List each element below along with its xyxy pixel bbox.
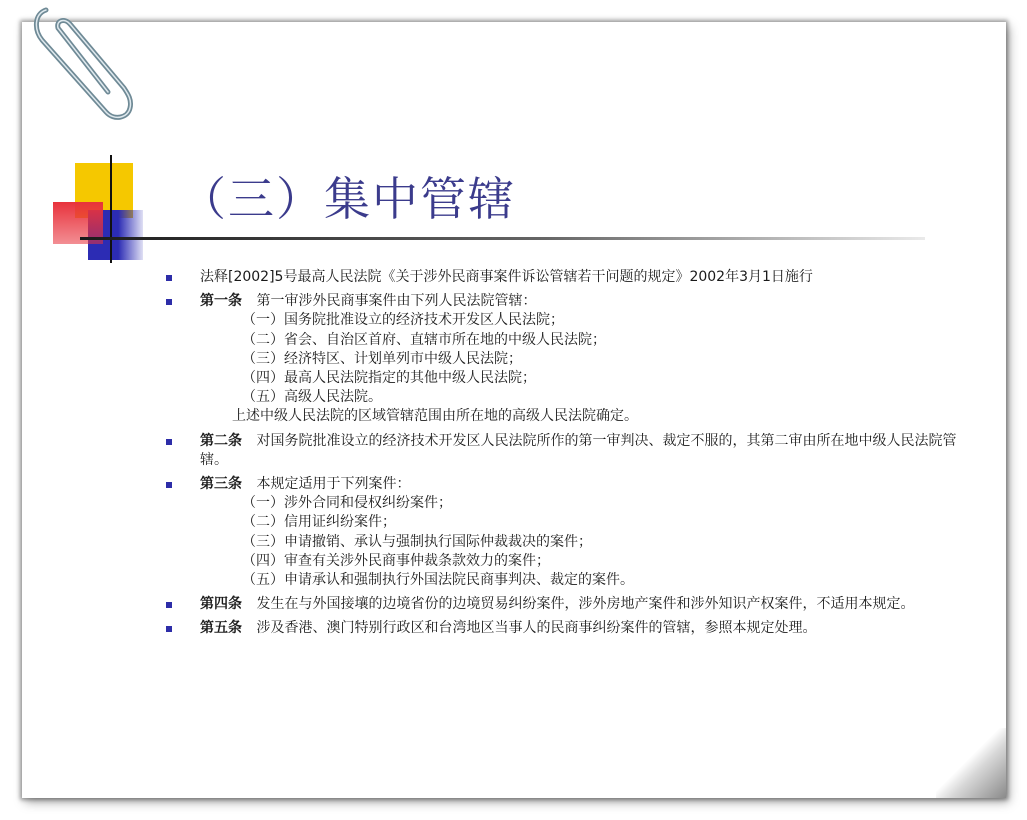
sub-item: （四）审查有关涉外民商事仲裁条款效力的案件；: [242, 552, 550, 569]
sub-item: （二）省会、自治区首府、直辖市所在地的中级人民法院；: [242, 331, 606, 348]
list-item: [160, 475, 960, 590]
sub-item: （五）高级人民法院。: [242, 389, 382, 406]
sub-item: （二）信用证纠纷案件；: [242, 514, 396, 531]
list-item: [160, 432, 960, 470]
bullet-icon: [166, 602, 172, 608]
item-text: 法释[2002]5号最高人民法院《关于涉外民商事案件诉讼管辖若干问题的规定》2002年3月1日施行: [200, 269, 813, 285]
bullet-icon: [166, 626, 172, 632]
sub-item: （五）申请承认和强制执行外国法院民商事判决、裁定的案件。: [242, 572, 634, 589]
article-label: 第四条: [200, 596, 242, 613]
paperclip-icon: [28, 0, 138, 130]
list-item: [160, 595, 960, 614]
slide-title: （三）集中管辖: [180, 172, 516, 226]
list-item: [160, 268, 960, 287]
content-list: [160, 268, 960, 644]
bullet-icon: [166, 299, 172, 305]
item-text: 涉及香港、澳门特别行政区和台湾地区当事人的民商事纠纷案件的管辖，参照本规定处理。: [256, 620, 817, 637]
sub-item: （一）涉外合同和侵权纠纷案件；: [242, 495, 452, 512]
article-label: 第五条: [200, 620, 242, 637]
sub-item: （一）国务院批准设立的经济技术开发区人民法院；: [242, 312, 564, 329]
title-underline: [80, 237, 925, 240]
sub-item: （三）经济特区、计划单列市中级人民法院；: [242, 350, 522, 367]
article-label: 第一条: [200, 293, 242, 310]
article-label: 第二条: [200, 432, 242, 449]
bullet-icon: [166, 482, 172, 488]
article-label: 第三条: [200, 476, 242, 493]
item-text: 发生在与外国接壤的边境省份的边境贸易纠纷案件，涉外房地产案件和涉外知识产权案件，不适用本规定。: [256, 596, 915, 613]
item-text: 本规定适用于下列案件：: [256, 476, 411, 493]
item-note: 上述中级人民法院的区域管辖范围由所在地的高级人民法院确定。: [232, 408, 638, 425]
item-text: 对国务院批准设立的经济技术开发区人民法院所作的第一审判决、裁定不服的，其第二审由所在地中级人民法院管辖。: [200, 432, 957, 468]
list-item: [160, 292, 960, 426]
list-item: [160, 619, 960, 638]
sub-item: （三）申请撤销、承认与强制执行国际仲裁裁决的案件；: [242, 533, 592, 550]
item-text: 第一审涉外民商事案件由下列人民法院管辖：: [256, 293, 537, 310]
bullet-icon: [166, 275, 172, 281]
sub-item: （四）最高人民法院指定的其他中级人民法院；: [242, 370, 536, 387]
bullet-icon: [166, 439, 172, 445]
decor-vertical-line: [110, 155, 112, 263]
